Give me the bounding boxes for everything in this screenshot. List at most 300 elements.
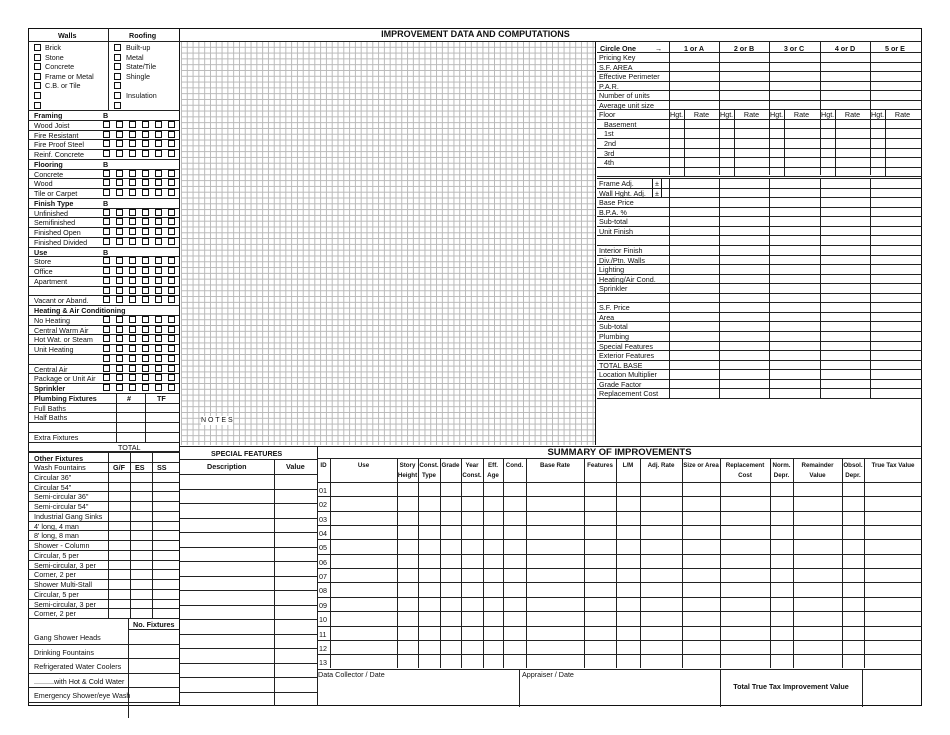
- option-checkbox[interactable]: [129, 179, 136, 186]
- option-checkbox[interactable]: [116, 209, 123, 216]
- fixture-col-header: SS: [157, 463, 167, 472]
- option-checkbox[interactable]: [129, 296, 136, 303]
- imp-rule: [597, 398, 922, 399]
- imp-row-label: Sub-total: [599, 217, 628, 227]
- option-checkbox[interactable]: [155, 287, 162, 294]
- option-checkbox[interactable]: [116, 267, 123, 274]
- option-checkbox[interactable]: [155, 355, 162, 362]
- option-column-5[interactable]: 5 or E: [885, 44, 905, 53]
- imp-col-rule-lower: [769, 178, 770, 398]
- summary-col-rule: [483, 458, 484, 668]
- option-checkbox[interactable]: [155, 384, 162, 391]
- option-checkbox[interactable]: [116, 277, 123, 284]
- special-row-rule: [180, 634, 317, 635]
- option-checkbox[interactable]: [129, 131, 136, 138]
- summary-col-rule: [526, 458, 527, 668]
- data-collector-label[interactable]: Data Collector / Date: [318, 669, 385, 679]
- other-fixtures-title: Other Fixtures: [34, 454, 84, 464]
- special-row-rule: [180, 619, 317, 620]
- roof-checkbox[interactable]: [114, 82, 121, 89]
- fixture-row: Shower Multi-Stall: [34, 580, 92, 589]
- option-checkbox[interactable]: [168, 374, 175, 381]
- option-checkbox[interactable]: [142, 140, 149, 147]
- option-checkbox[interactable]: [142, 267, 149, 274]
- option-checkbox[interactable]: [168, 384, 175, 391]
- special-row-rule: [180, 576, 317, 577]
- option-checkbox[interactable]: [103, 287, 110, 294]
- summary-row-id: 07: [319, 572, 327, 582]
- section-item: Central Air: [34, 364, 68, 374]
- row-rule: [28, 618, 180, 619]
- option-checkbox[interactable]: [142, 257, 149, 264]
- option-checkbox[interactable]: [116, 121, 123, 128]
- roof-checkbox[interactable]: [114, 73, 121, 80]
- option-checkbox[interactable]: [168, 131, 175, 138]
- option-checkbox[interactable]: [129, 384, 136, 391]
- option-column-1[interactable]: 1 or A: [683, 44, 705, 53]
- row-rule: [28, 702, 180, 703]
- summary-rule: [317, 458, 922, 459]
- option-checkbox[interactable]: [142, 209, 149, 216]
- option-checkbox[interactable]: [103, 267, 110, 274]
- option-checkbox[interactable]: [116, 326, 123, 333]
- special-row-rule: [180, 547, 317, 548]
- row-rule: [28, 644, 180, 645]
- roof-checkbox[interactable]: [114, 44, 121, 51]
- option-checkbox[interactable]: [116, 131, 123, 138]
- special-row-rule: [180, 605, 317, 606]
- option-checkbox[interactable]: [155, 121, 162, 128]
- option-checkbox[interactable]: [155, 238, 162, 245]
- option-checkbox[interactable]: [103, 140, 110, 147]
- wall-checkbox[interactable]: [34, 54, 41, 61]
- summary-header-0: ID: [320, 462, 327, 469]
- option-checkbox[interactable]: [116, 189, 123, 196]
- option-checkbox[interactable]: [155, 326, 162, 333]
- special-row-rule: [180, 561, 317, 562]
- option-checkbox[interactable]: [142, 384, 149, 391]
- option-checkbox[interactable]: [168, 228, 175, 235]
- option-checkbox[interactable]: [155, 267, 162, 274]
- option-checkbox[interactable]: [168, 150, 175, 157]
- summary-col-rule: [720, 458, 721, 668]
- option-checkbox[interactable]: [103, 335, 110, 342]
- option-checkbox[interactable]: [168, 267, 175, 274]
- imp-row-label: S.F. Price: [599, 303, 630, 313]
- option-checkbox[interactable]: [155, 150, 162, 157]
- wall-checkbox[interactable]: [34, 73, 41, 80]
- option-checkbox[interactable]: [116, 170, 123, 177]
- row-rule: [28, 687, 180, 688]
- option-checkbox[interactable]: [142, 277, 149, 284]
- imp-rule: [597, 245, 922, 246]
- imp-rule: [597, 176, 922, 177]
- summary-col-rule: [440, 458, 441, 668]
- option-checkbox[interactable]: [142, 335, 149, 342]
- option-checkbox[interactable]: [129, 170, 136, 177]
- option-checkbox[interactable]: [168, 257, 175, 264]
- roofing-item: Built-up: [126, 43, 151, 52]
- fixture-row: Shower - Column: [34, 541, 90, 550]
- imp-row-label: Sub-total: [599, 322, 628, 332]
- option-checkbox[interactable]: [155, 277, 162, 284]
- option-checkbox[interactable]: [116, 238, 123, 245]
- option-checkbox[interactable]: [168, 189, 175, 196]
- summary-header-4: Grade: [441, 462, 460, 469]
- option-checkbox[interactable]: [142, 150, 149, 157]
- walls-header: Walls: [58, 31, 77, 40]
- option-checkbox[interactable]: [142, 189, 149, 196]
- option-checkbox[interactable]: [142, 238, 149, 245]
- option-checkbox[interactable]: [168, 326, 175, 333]
- rate-header: Rate: [693, 110, 710, 120]
- option-checkbox[interactable]: [129, 257, 136, 264]
- option-checkbox[interactable]: [129, 150, 136, 157]
- option-checkbox[interactable]: [116, 355, 123, 362]
- option-column-4[interactable]: 4 or D: [834, 44, 856, 53]
- special-rule: [180, 459, 317, 460]
- section-item: Vacant or Aband.: [34, 296, 89, 306]
- summary-row-rule: [317, 582, 922, 583]
- option-checkbox[interactable]: [103, 277, 110, 284]
- option-checkbox[interactable]: [155, 170, 162, 177]
- option-checkbox[interactable]: [129, 189, 136, 196]
- summary-row-rule: [317, 496, 922, 497]
- summary-row-id: 01: [319, 486, 327, 495]
- section-item: No Heating: [34, 315, 70, 325]
- summary-col-rule: [640, 458, 641, 668]
- appraiser-label[interactable]: Appraiser / Date: [522, 669, 574, 679]
- option-checkbox[interactable]: [103, 209, 110, 216]
- option-checkbox[interactable]: [103, 257, 110, 264]
- option-checkbox[interactable]: [142, 170, 149, 177]
- option-checkbox[interactable]: [103, 228, 110, 235]
- imp-row-label: P.A.R.: [599, 81, 619, 91]
- option-checkbox[interactable]: [129, 209, 136, 216]
- option-checkbox[interactable]: [142, 316, 149, 323]
- option-checkbox[interactable]: [142, 121, 149, 128]
- height-header: Hgt.: [871, 110, 885, 120]
- row-rule: [128, 629, 180, 630]
- section-item: Apartment: [34, 276, 68, 286]
- imp-rule: [597, 360, 922, 361]
- wall-checkbox[interactable]: [34, 63, 41, 70]
- special-summary-divider: [317, 446, 318, 706]
- option-checkbox[interactable]: [103, 170, 110, 177]
- option-checkbox[interactable]: [129, 335, 136, 342]
- option-checkbox[interactable]: [103, 189, 110, 196]
- imp-row-label: Sprinkler: [599, 284, 628, 294]
- imp-rule: [597, 293, 922, 294]
- floor-row: 4th: [604, 158, 614, 168]
- option-checkbox[interactable]: [129, 326, 136, 333]
- special-desc-header: Description: [207, 462, 247, 471]
- option-checkbox[interactable]: [116, 287, 123, 294]
- option-checkbox[interactable]: [155, 296, 162, 303]
- special-row-rule: [180, 474, 317, 475]
- roof-checkbox[interactable]: [114, 54, 121, 61]
- wall-item: Frame or Metal: [45, 71, 94, 81]
- section-item: Wood Joist: [34, 120, 70, 130]
- fixture-divider: [130, 452, 131, 618]
- option-checkbox[interactable]: [116, 140, 123, 147]
- row-rule: [28, 422, 180, 423]
- option-checkbox[interactable]: [155, 140, 162, 147]
- wall-checkbox[interactable]: [34, 92, 41, 99]
- imp-row-label: Average unit size: [599, 100, 655, 110]
- wall-checkbox[interactable]: [34, 102, 41, 109]
- wall-checkbox[interactable]: [34, 44, 41, 51]
- option-checkbox[interactable]: [103, 374, 110, 381]
- option-checkbox[interactable]: [155, 209, 162, 216]
- option-checkbox[interactable]: [116, 374, 123, 381]
- fixture-row: Semi-circular 36": [34, 492, 89, 502]
- option-checkbox[interactable]: [168, 335, 175, 342]
- imp-rule: [597, 264, 922, 265]
- option-checkbox[interactable]: [142, 228, 149, 235]
- floor-row: Basement: [604, 119, 637, 129]
- option-checkbox[interactable]: [103, 179, 110, 186]
- imp-col-rule-lower: [870, 178, 871, 398]
- summary-row-id: 13: [319, 658, 327, 668]
- special-divider: [274, 459, 275, 706]
- special-row-rule: [180, 489, 317, 490]
- option-checkbox[interactable]: [142, 355, 149, 362]
- plus-minus-box[interactable]: ±: [652, 179, 662, 188]
- option-checkbox[interactable]: [103, 316, 110, 323]
- option-checkbox[interactable]: [155, 131, 162, 138]
- fixture-row: Corner, 2 per: [34, 609, 76, 619]
- option-checkbox[interactable]: [129, 218, 136, 225]
- imp-row-label: Special Features: [599, 341, 653, 351]
- section-title-2: Finish Type: [34, 198, 74, 208]
- option-checkbox[interactable]: [116, 218, 123, 225]
- roofing-item: Shingle: [126, 71, 150, 81]
- floor-row: 2nd: [604, 138, 616, 148]
- option-checkbox[interactable]: [155, 189, 162, 196]
- option-checkbox[interactable]: [129, 287, 136, 294]
- option-checkbox[interactable]: [168, 355, 175, 362]
- option-checkbox[interactable]: [142, 218, 149, 225]
- option-checkbox[interactable]: [168, 218, 175, 225]
- plumbing-total: TOTAL: [118, 442, 141, 452]
- plus-minus-box[interactable]: ±: [652, 189, 662, 198]
- option-checkbox[interactable]: [116, 316, 123, 323]
- special-row-rule: [180, 677, 317, 678]
- option-checkbox[interactable]: [168, 287, 175, 294]
- imp-rule: [597, 81, 922, 82]
- option-checkbox[interactable]: [155, 218, 162, 225]
- option-checkbox[interactable]: [168, 345, 175, 352]
- option-checkbox[interactable]: [129, 140, 136, 147]
- option-checkbox[interactable]: [142, 345, 149, 352]
- option-checkbox[interactable]: [129, 228, 136, 235]
- plumbing-item: Half Baths: [34, 413, 68, 423]
- roofing-item: Insulation: [126, 91, 157, 100]
- option-checkbox[interactable]: [168, 140, 175, 147]
- plumbing-tf-header: TF: [157, 393, 166, 403]
- option-checkbox[interactable]: [155, 228, 162, 235]
- section-rule: [28, 452, 180, 453]
- imp-row-label: Grade Factor: [599, 379, 642, 389]
- plumbing-item: Extra Fixtures: [34, 432, 79, 442]
- summary-row-id: 06: [319, 557, 327, 567]
- option-checkbox[interactable]: [155, 179, 162, 186]
- imp-col-rule-lower: [719, 178, 720, 398]
- imp-row-label: Pricing Key: [599, 53, 636, 62]
- option-checkbox[interactable]: [116, 179, 123, 186]
- wall-item: C.B. or Tile: [45, 81, 81, 91]
- option-checkbox[interactable]: [168, 238, 175, 245]
- summary-header-17: True Tax Value: [871, 462, 915, 469]
- option-checkbox[interactable]: [116, 150, 123, 157]
- summary-row-id: 03: [319, 514, 327, 524]
- height-header: Hgt.: [720, 110, 734, 120]
- imp-rule: [597, 178, 922, 179]
- summary-col-rule: [397, 458, 398, 668]
- option-checkbox[interactable]: [168, 179, 175, 186]
- option-checkbox[interactable]: [103, 384, 110, 391]
- imp-rule: [597, 119, 922, 120]
- fixture-row: 8' long, 8 man: [34, 531, 79, 541]
- summary-header-5: Year Const.: [462, 462, 482, 479]
- option-checkbox[interactable]: [142, 131, 149, 138]
- special-row-rule: [180, 590, 317, 591]
- option-checkbox[interactable]: [155, 374, 162, 381]
- summary-row-rule: [317, 597, 922, 598]
- option-checkbox[interactable]: [142, 287, 149, 294]
- plumbing-count-header: #: [127, 393, 131, 403]
- option-checkbox[interactable]: [168, 121, 175, 128]
- option-checkbox[interactable]: [142, 374, 149, 381]
- option-checkbox[interactable]: [103, 238, 110, 245]
- option-checkbox[interactable]: [129, 121, 136, 128]
- summary-col-rule: [461, 458, 462, 668]
- roof-checkbox[interactable]: [114, 92, 121, 99]
- summary-rule: [317, 482, 922, 483]
- roof-checkbox[interactable]: [114, 63, 121, 70]
- option-checkbox[interactable]: [103, 121, 110, 128]
- option-checkbox[interactable]: [129, 374, 136, 381]
- option-checkbox[interactable]: [129, 345, 136, 352]
- option-checkbox[interactable]: [103, 365, 110, 372]
- option-checkbox[interactable]: [168, 209, 175, 216]
- summary-header-8: Base Rate: [540, 462, 570, 469]
- option-checkbox[interactable]: [116, 296, 123, 303]
- option-checkbox[interactable]: [103, 150, 110, 157]
- option-checkbox[interactable]: [103, 345, 110, 352]
- option-checkbox[interactable]: [103, 218, 110, 225]
- option-checkbox[interactable]: [129, 238, 136, 245]
- imp-rule: [597, 216, 922, 217]
- option-checkbox[interactable]: [168, 170, 175, 177]
- option-checkbox[interactable]: [103, 131, 110, 138]
- option-checkbox[interactable]: [168, 365, 175, 372]
- option-checkbox[interactable]: [168, 296, 175, 303]
- frame-adj-label: Frame Adj.: [599, 179, 634, 189]
- option-checkbox[interactable]: [116, 345, 123, 352]
- imp-rule: [597, 52, 922, 53]
- option-checkbox[interactable]: [155, 316, 162, 323]
- option-checkbox[interactable]: [116, 257, 123, 264]
- imp-col-rule-lower: [820, 178, 821, 398]
- plumbing-item: Full Baths: [34, 403, 66, 413]
- section-item: Hot Wat. or Steam: [34, 335, 93, 345]
- imp-rule: [597, 62, 922, 63]
- roofing-header: Roofing: [129, 31, 157, 40]
- summary-header-1: Use: [357, 462, 370, 469]
- option-checkbox[interactable]: [129, 355, 136, 362]
- floor-row: 3rd: [604, 148, 615, 158]
- option-checkbox[interactable]: [155, 365, 162, 372]
- imp-row-label: Div./Ptn. Walls: [599, 255, 645, 265]
- imp-row-label: Interior Finish: [599, 246, 643, 255]
- option-checkbox[interactable]: [142, 179, 149, 186]
- section-title-0: Framing: [34, 111, 63, 120]
- section-item: Wood: [34, 179, 53, 189]
- summary-col-rule: [864, 458, 865, 668]
- option-checkbox[interactable]: [116, 335, 123, 342]
- option-checkbox[interactable]: [116, 365, 123, 372]
- sprinkler-label: Sprinkler: [34, 384, 66, 393]
- option-checkbox[interactable]: [129, 267, 136, 274]
- option-checkbox[interactable]: [142, 296, 149, 303]
- option-checkbox[interactable]: [142, 326, 149, 333]
- option-checkbox[interactable]: [129, 365, 136, 372]
- option-checkbox[interactable]: [155, 345, 162, 352]
- option-column-3[interactable]: 3 or C: [783, 44, 805, 53]
- imp-rule: [597, 226, 922, 227]
- option-checkbox[interactable]: [116, 384, 123, 391]
- option-checkbox[interactable]: [103, 296, 110, 303]
- sketch-grid[interactable]: [181, 41, 596, 445]
- fixture-bottom-row: Gang Shower Heads: [34, 633, 101, 642]
- rate-header: Rate: [894, 110, 911, 120]
- option-checkbox[interactable]: [116, 228, 123, 235]
- option-checkbox[interactable]: [142, 365, 149, 372]
- summary-row-rule: [317, 539, 922, 540]
- fixture-row: Semi-circular, 3 per: [34, 560, 96, 570]
- option-checkbox[interactable]: [129, 316, 136, 323]
- option-column-2[interactable]: 2 or B: [733, 44, 755, 53]
- b-column-label: B: [103, 111, 109, 120]
- option-checkbox[interactable]: [103, 355, 110, 362]
- summary-col-rule: [330, 458, 331, 668]
- option-checkbox[interactable]: [168, 316, 175, 323]
- section-item: Unit Heating: [34, 345, 74, 354]
- section-item: Concrete: [34, 169, 64, 179]
- option-checkbox[interactable]: [155, 257, 162, 264]
- option-checkbox[interactable]: [155, 335, 162, 342]
- b-column-label: B: [103, 159, 109, 169]
- summary-row-rule: [317, 611, 922, 612]
- sign-divider: [862, 669, 863, 707]
- imp-rule: [597, 283, 922, 284]
- option-checkbox[interactable]: [168, 277, 175, 284]
- section-item: Finished Divided: [34, 237, 88, 247]
- summary-header-2: Story Height: [397, 462, 418, 479]
- wall-checkbox[interactable]: [34, 82, 41, 89]
- improvement-title: IMPROVEMENT DATA AND COMPUTATIONS: [381, 29, 570, 39]
- imp-row-label: Plumbing: [599, 331, 629, 341]
- option-checkbox[interactable]: [129, 277, 136, 284]
- option-checkbox[interactable]: [103, 326, 110, 333]
- summary-col-rule: [584, 458, 585, 668]
- no-fixtures-divider: [128, 618, 129, 718]
- roof-checkbox[interactable]: [114, 102, 121, 109]
- plumbing-title: Plumbing Fixtures: [34, 393, 97, 403]
- summary-row-rule: [317, 525, 922, 526]
